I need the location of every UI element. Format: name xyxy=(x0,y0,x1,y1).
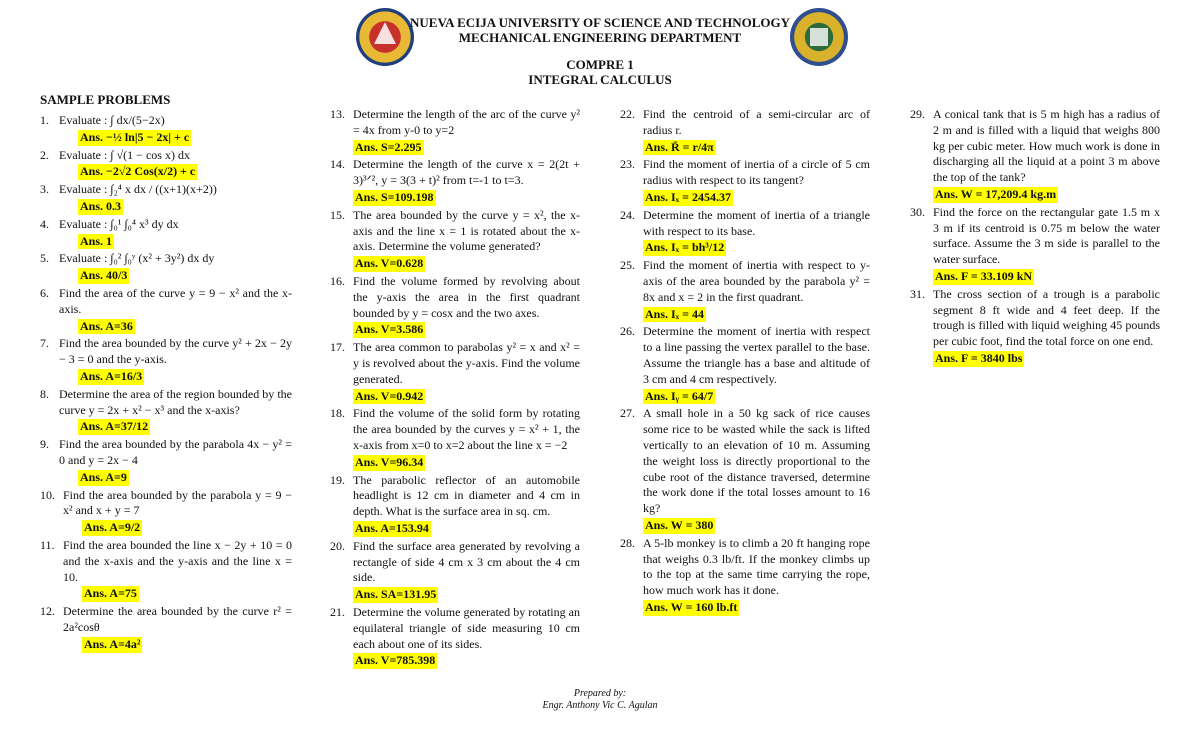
answer-line xyxy=(82,586,292,602)
problem-item xyxy=(910,107,1160,203)
answer-line xyxy=(78,130,292,146)
problem-text: Find the area bounded by the parabola y = 9 − x² and x + y = 7 xyxy=(63,487,292,518)
problem-number: 31. xyxy=(910,286,925,301)
answer-highlight: Ans. A=9/2 xyxy=(84,520,141,535)
problem-text: Evaluate : ∫ dx/(5−2x) xyxy=(59,113,165,127)
answer-highlight: Ans. A=36 xyxy=(80,318,133,333)
answer-highlight: Ans. V=96.34 xyxy=(355,454,424,469)
answer-line xyxy=(353,653,580,669)
answer-line xyxy=(78,199,292,215)
problem-number: 18. xyxy=(330,406,345,421)
answer-line xyxy=(643,389,870,405)
problem-number: 27. xyxy=(620,406,635,421)
problem-text: The parabolic reflector of an automobile headlight is 12 cm in diameter and 4 cm in depth. What is the surface area in sq. cm. xyxy=(353,472,580,519)
problem-number: 14. xyxy=(330,157,345,172)
answer-highlight: Ans. −½ ln|5 − 2x| + c xyxy=(80,129,190,144)
answer-line xyxy=(353,256,580,272)
problem-item xyxy=(40,286,292,334)
problem-item xyxy=(620,536,870,616)
department-name: MECHANICAL ENGINEERING DEPARTMENT xyxy=(458,30,742,45)
author-name: Engr. Anthony Vic C. Agulan xyxy=(542,700,658,711)
university-name: NUEVA ECIJA UNIVERSITY OF SCIENCE AND TECHNOLOGY xyxy=(410,15,790,30)
answer-line xyxy=(78,369,292,385)
problem-number: 8. xyxy=(40,386,49,401)
problem-item xyxy=(620,258,870,322)
problem-item xyxy=(620,208,870,256)
problem-text: Find the area of the curve y = 9 − x² and the x-axis. xyxy=(59,285,292,316)
problem-number: 1. xyxy=(40,113,49,127)
answer-highlight: Ans. 0.3 xyxy=(80,198,122,213)
problem-item xyxy=(330,539,580,603)
problem-text: Find the centroid of a semi-circular arc of radius r. xyxy=(643,107,870,137)
problem-text: Find the volume of the solid form by rotating the area bounded by the curves y = x² + 1, the x-axis from x=0 to x=2 about the line x = −2 xyxy=(353,406,580,452)
answer-highlight: Ans. Iₓ = bh³/12 xyxy=(645,240,725,255)
footer xyxy=(470,688,730,712)
answer-highlight: Ans. Iₓ = 44 xyxy=(645,306,704,321)
problem-item xyxy=(620,107,870,155)
problem-item xyxy=(330,340,580,404)
problem-number: 16. xyxy=(330,273,345,288)
answer-highlight: Ans. A=4a² xyxy=(84,636,141,651)
problem-text: Determine the area of the region bounded by the curve y = 2x + x² − x³ and the x-axis? xyxy=(59,386,292,417)
problem-item xyxy=(330,157,580,205)
problem-number: 10. xyxy=(40,487,55,502)
problem-item xyxy=(620,324,870,404)
problem-number: 6. xyxy=(40,285,49,300)
problem-text: Determine the area bounded by the curve r² = 2a²cosθ xyxy=(63,604,292,634)
problem-number: 21. xyxy=(330,604,345,619)
answer-highlight: Ans. −2√2 Cos(x/2) + c xyxy=(80,164,196,179)
problem-item xyxy=(330,473,580,537)
answer-line xyxy=(78,164,292,180)
problem-item xyxy=(330,274,580,338)
problem-item xyxy=(40,488,292,536)
problem-text: Evaluate : ∫ √(1 − cos x) dx xyxy=(59,147,190,162)
answer-highlight: Ans. 1 xyxy=(80,233,113,248)
problem-item xyxy=(40,387,292,435)
problem-item xyxy=(40,538,292,602)
answer-highlight: Ans. A=9 xyxy=(80,469,127,484)
problem-number: 4. xyxy=(40,216,49,231)
problem-number: 30. xyxy=(910,204,925,219)
problem-number: 26. xyxy=(620,324,635,339)
problem-text: Find the volume formed by revolving about the y-axis the area in the first quadrant bounded by y = cosx and the two axes. xyxy=(353,273,580,320)
problem-text: Determine the volume generated by rotating an equilateral triangle of side measuring 10 cm each about one of its sides. xyxy=(353,604,580,651)
problem-text: Find the area bounded the line x − 2y + 10 = 0 and the x-axis and the y-axis and the line x = 10. xyxy=(63,537,292,584)
problem-item xyxy=(40,604,292,652)
problem-number: 5. xyxy=(40,251,49,266)
compre-label: COMPRE 1 xyxy=(566,57,634,72)
problem-item xyxy=(40,437,292,485)
answer-line xyxy=(353,190,580,206)
answer-highlight: Ans. SA=131.95 xyxy=(355,587,437,602)
problem-text: A 5-lb monkey is to climb a 20 ft hanging rope that weighs 0.3 lb/ft. If the monkey climbs up to the top at the same time carrying the rope, how much work has it done. xyxy=(643,535,870,598)
problem-text: A small hole in a 50 kg sack of rice causes some rice to be wasted while the sack is lifted vertically to an elevation of 10 m. Assuming the weight loss is directly proportional to the cube root of the distance traversed, determine the work done if the total losses amount to 16 kg? xyxy=(643,406,870,516)
problem-text: Evaluate : ∫₂⁴ x dx / ((x+1)(x+2)) xyxy=(59,182,217,197)
answer-line xyxy=(643,307,870,323)
problem-text: Determine the moment of inertia of a triangle with respect to its base. xyxy=(643,207,870,238)
exam-title xyxy=(380,57,820,87)
prepared-by-label: Prepared by: xyxy=(573,688,627,699)
problem-number: 23. xyxy=(620,157,635,172)
problem-number: 29. xyxy=(910,107,925,121)
problem-number: 2. xyxy=(40,147,49,162)
problem-item xyxy=(40,217,292,250)
problem-text: The area common to parabolas y² = x and x² = y is revolved about the y-axis. Find the volume generated. xyxy=(353,340,580,386)
answer-highlight: Ans. A=37/12 xyxy=(80,419,149,434)
answer-highlight: Ans. V=3.586 xyxy=(355,322,424,337)
problem-item xyxy=(330,208,580,272)
problem-text: The cross section of a trough is a parabolic segment 8 ft wide and 4 feet deep. If the trough is filled with liquid weighing 45 pounds per cubic foot, find the total force on one end. xyxy=(933,286,1160,349)
answer-highlight: Ans. V=0.942 xyxy=(355,388,424,403)
document-header xyxy=(380,15,820,45)
answer-line xyxy=(82,520,292,536)
answer-highlight: Ans. A=153.94 xyxy=(355,520,429,535)
problem-item xyxy=(620,157,870,205)
answer-highlight: Ans. A=16/3 xyxy=(80,368,143,383)
problem-item xyxy=(40,251,292,284)
answer-line xyxy=(933,351,1160,367)
problem-item xyxy=(40,148,292,181)
answer-line xyxy=(353,455,580,471)
answer-line xyxy=(643,140,870,156)
problem-item xyxy=(910,205,1160,285)
problem-text: Find the surface area generated by revolving a rectangle of side 4 cm x 3 cm about the 4 cm side. xyxy=(353,538,580,585)
answer-line xyxy=(353,389,580,405)
answer-highlight: Ans. 40/3 xyxy=(80,268,128,283)
problem-item xyxy=(330,406,580,470)
problem-text: Find the force on the rectangular gate 1.5 m x 3 m if its centroid is 0.75 m below the water surface. Assume the 3 m side is parallel to the water surface. xyxy=(933,204,1160,267)
answer-highlight: Ans. Iᵧ = 64/7 xyxy=(645,388,714,403)
problem-text: Evaluate : ∫₀² ∫₀ʸ (x² + 3y²) dx dy xyxy=(59,251,215,266)
answer-line xyxy=(353,521,580,537)
problem-number: 3. xyxy=(40,182,49,197)
column-1 xyxy=(40,113,292,655)
answer-highlight: Ans. V=785.398 xyxy=(355,653,436,668)
answer-highlight: Ans. S=2.295 xyxy=(355,139,422,154)
problem-text: Determine the length of the curve x = 2(2t + 3)³ᐟ², y = 3(3 + t)² from t=-1 to t=3. xyxy=(353,157,580,188)
answer-line xyxy=(933,187,1160,203)
problem-text: Find the area bounded by the curve y² + 2x − 2y − 3 = 0 and the y-axis. xyxy=(59,336,292,367)
answer-line xyxy=(353,322,580,338)
section-title: SAMPLE PROBLEMS xyxy=(40,92,171,107)
subject-label: INTEGRAL CALCULUS xyxy=(528,72,672,87)
answer-line xyxy=(78,268,292,284)
answer-line xyxy=(78,470,292,486)
answer-highlight: Ans. S=109.198 xyxy=(355,189,434,204)
problem-text: Evaluate : ∫₀¹ ∫₀⁴ x³ dy dx xyxy=(59,216,179,231)
problem-item xyxy=(620,406,870,533)
answer-highlight: Ans. W = 160 lb.ft xyxy=(645,599,738,614)
problem-number: 19. xyxy=(330,472,345,487)
answer-highlight: Ans. W = 380 xyxy=(645,517,714,532)
answer-line xyxy=(643,600,870,616)
problem-number: 20. xyxy=(330,538,345,553)
problem-number: 25. xyxy=(620,258,635,273)
problem-number: 13. xyxy=(330,107,345,121)
problem-number: 22. xyxy=(620,107,635,121)
answer-highlight: Ans. Iₓ = 2454.37 xyxy=(645,189,731,204)
column-4 xyxy=(910,107,1160,369)
problem-number: 15. xyxy=(330,207,345,222)
problem-number: 12. xyxy=(40,604,55,619)
answer-line xyxy=(82,637,292,653)
problem-text: Determine the moment of inertia with respect to a line passing the vertex parallel to the base. Assume the triangle has a base and altitude of 3 cm and 4 cm respectively. xyxy=(643,324,870,386)
problem-item xyxy=(40,336,292,384)
problem-item xyxy=(40,113,292,146)
problem-number: 28. xyxy=(620,535,635,550)
problem-number: 9. xyxy=(40,437,49,452)
problem-item xyxy=(330,107,580,155)
answer-highlight: Ans. R̄ = r/4π xyxy=(645,139,714,154)
answer-line xyxy=(643,190,870,206)
problem-text: The area bounded by the curve y = x², the x-axis and the line x = 1 is rotated about the x-axis. Determine the volume generated? xyxy=(353,207,580,254)
problem-item xyxy=(330,605,580,669)
answer-highlight: Ans. F = 33.109 kN xyxy=(935,268,1033,283)
answer-line xyxy=(643,518,870,534)
problem-number: 17. xyxy=(330,340,345,355)
answer-line xyxy=(78,234,292,250)
problem-number: 7. xyxy=(40,336,49,351)
problem-number: 24. xyxy=(620,207,635,222)
answer-highlight: Ans. A=75 xyxy=(84,586,137,601)
problem-text: Find the moment of inertia with respect to y-axis of the area bounded by the parabola y² = 8x and x = 2 in the first quadrant. xyxy=(643,258,870,304)
answer-highlight: Ans. F = 3840 lbs xyxy=(935,350,1023,365)
problem-text: Determine the length of the arc of the curve y² = 4x from y-0 to y=2 xyxy=(353,107,580,137)
problem-item xyxy=(40,182,292,215)
answer-line xyxy=(353,140,580,156)
problem-text: Find the moment of inertia of a circle of 5 cm radius with respect to its tangent? xyxy=(643,157,870,188)
problem-text: A conical tank that is 5 m high has a radius of 2 m and is filled with a liquid that weighs 800 kg per cubic meter. How much work is done in discharging all the liquid at a point 3 m above the top of the tank? xyxy=(933,107,1160,185)
answer-line xyxy=(78,419,292,435)
answer-line xyxy=(643,240,870,256)
answer-highlight: Ans. V=0.628 xyxy=(355,256,424,271)
answer-line xyxy=(353,587,580,603)
problem-item xyxy=(910,287,1160,367)
answer-line xyxy=(933,269,1160,285)
answer-line xyxy=(78,319,292,335)
problem-text: Find the area bounded by the parabola 4x − y² = 0 and y = 2x − 4 xyxy=(59,437,292,467)
problem-number: 11. xyxy=(40,537,55,552)
column-3 xyxy=(620,107,870,618)
column-2 xyxy=(330,107,580,671)
answer-highlight: Ans. W = 17,209.4 kg.m xyxy=(935,186,1057,201)
